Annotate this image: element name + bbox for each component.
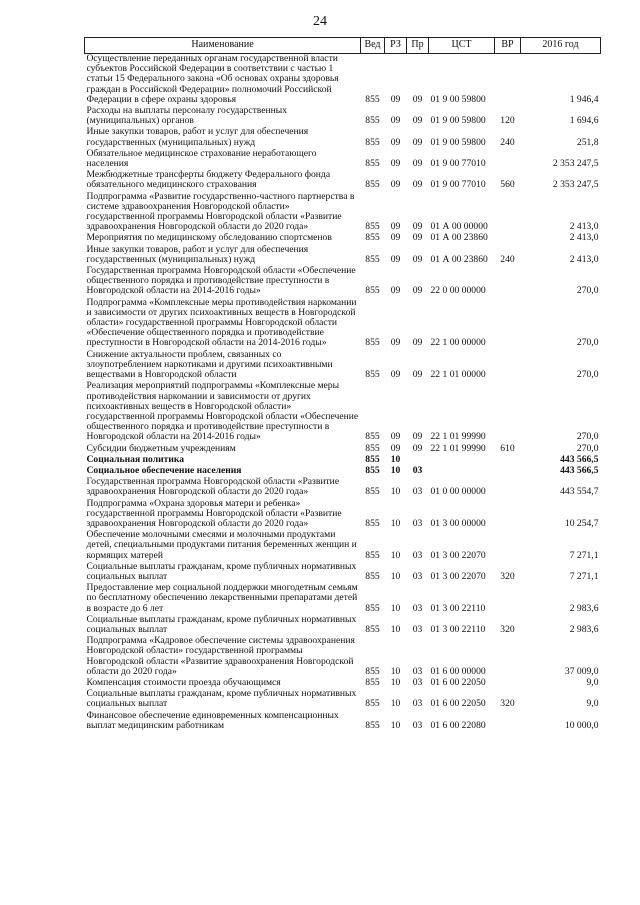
cell-pr: 03 xyxy=(412,464,423,476)
cell-ved: 855 xyxy=(365,136,380,148)
cell-ved: 855 xyxy=(365,285,380,297)
cell-pr: 03 xyxy=(412,570,423,582)
cell-rz: 09 xyxy=(390,337,401,349)
cell-name: Обязательное медицинское страхование неработающего населения xyxy=(86,147,317,170)
header-rz: РЗ xyxy=(385,38,407,54)
cell-vr xyxy=(495,233,521,244)
cell-sum: 9,0 xyxy=(586,676,599,688)
cell-name: Государственная программа Новгородской области «Развитие здравоохранения Новгородской области до 2020 года» xyxy=(86,476,340,498)
table-row xyxy=(85,499,601,531)
cell-cst: 01 9 00 59800 xyxy=(430,115,486,127)
cell-name: Реализация мероприятий подпрограммы «Комплексные меры противодействия наркомании и зависимости от других психоактивных веществ в Новгородской области» государственной программы Новгородской области «Обеспечение общественного порядка и противодействие преступности в Новгородской области на 2014-2016 годы» xyxy=(86,380,359,443)
cell-name: Социальная политика xyxy=(86,453,185,465)
cell-sum: 10 254,7 xyxy=(564,517,599,529)
cell-cst: 01 3 00 22070 xyxy=(430,549,486,561)
cell-vr: 320 xyxy=(500,698,515,710)
cell-name: Социальные выплаты гражданам, кроме публичных нормативных социальных выплат xyxy=(86,560,357,582)
cell-pr: 03 xyxy=(412,549,423,561)
cell-name: Подпрограмма «Развитие государственно-частного партнерства в системе здравоохранения Новгородской области» государственной программы Новгородской области «Развитие здравоохранения Новгородской области до 2020 года» xyxy=(86,190,355,233)
cell-sum: 2 413,0 xyxy=(569,221,599,233)
cell-cst xyxy=(429,455,495,466)
cell-name: Иные закупки товаров, работ и услуг для обеспечения государственных (муниципальных) нужд xyxy=(86,243,309,265)
cell-sum: 7 271,1 xyxy=(569,549,599,561)
cell-name: Иные закупки товаров, работ и услуг для обеспечения государственных (муниципальных) нужд xyxy=(86,126,309,148)
cell-name: Осуществление переданных органам государственной власти субъектов Российской Федерации в соответствии с частью 1 статьи 15 Федерального закона «Об основах охраны здоровья граждан в Российской Федерации» полномочий Российской Федерации в сфере охраны здоровья xyxy=(86,53,339,105)
cell-rz: 09 xyxy=(390,431,401,443)
table-row xyxy=(85,583,601,615)
cell-name: Социальные выплаты гражданам, кроме публичных нормативных социальных выплат xyxy=(86,688,357,710)
cell-pr: 03 xyxy=(412,676,423,688)
cell-rz: 10 xyxy=(390,623,401,635)
cell-ved: 855 xyxy=(365,464,380,476)
table-header xyxy=(85,38,601,54)
cell-vr xyxy=(495,149,521,170)
cell-ved: 855 xyxy=(365,221,380,233)
header-sum: 2016 год xyxy=(521,38,601,54)
cell-pr: 03 xyxy=(412,486,423,498)
cell-cst xyxy=(429,466,495,477)
cell-cst: 01 А 00 23860 xyxy=(430,253,488,265)
cell-name: Мероприятия по медицинскому обследованию спортсменов xyxy=(86,232,332,244)
cell-sum: 9,0 xyxy=(586,698,599,710)
cell-sum: 1 694,6 xyxy=(569,115,599,127)
cell-rz: 09 xyxy=(390,221,401,233)
cell-name: Межбюджетные трансферты бюджету Федерального фонда обязательного медицинского страхования xyxy=(86,169,331,191)
cell-rz: 10 xyxy=(390,517,401,529)
cell-ved: 855 xyxy=(365,602,380,614)
header-ved: Вед xyxy=(361,38,385,54)
cell-pr: 09 xyxy=(412,136,423,148)
table-row xyxy=(85,350,601,382)
cell-vr xyxy=(495,711,521,732)
cell-cst: 01 0 00 00000 xyxy=(430,486,486,498)
cell-name: Снижение актуальности проблем, связанных со злоупотреблением наркотиками и другими психоактивными веществами в Новгородской области xyxy=(86,348,333,381)
table-row xyxy=(85,477,601,498)
cell-vr xyxy=(495,350,521,382)
cell-name: Социальные выплаты гражданам, кроме публичных нормативных социальных выплат xyxy=(86,613,357,635)
cell-cst: 01 9 00 59800 xyxy=(430,93,486,105)
cell-pr: 03 xyxy=(412,719,423,731)
cell-rz: 10 xyxy=(390,549,401,561)
cell-cst: 01 3 00 00000 xyxy=(430,517,486,529)
cell-vr xyxy=(495,455,521,466)
cell-vr xyxy=(495,466,521,477)
cell-ved: 855 xyxy=(365,253,380,265)
header-pr: Пр xyxy=(407,38,429,54)
cell-name: Подпрограмма «Комплексные меры противодействия наркомании и зависимости от других психоактивных веществ в Новгородской области» государственной программы Новгородской области «Обеспечение общественного порядка и противодействие преступности в Новгородской области на 2014-2016 годы» xyxy=(86,296,357,349)
cell-sum: 37 009,0 xyxy=(564,665,599,677)
cell-cst: 01 9 00 77010 xyxy=(430,158,486,170)
cell-vr xyxy=(495,298,521,350)
table-row xyxy=(85,127,601,148)
cell-sum: 2 353 247,5 xyxy=(552,179,599,191)
cell-ved: 855 xyxy=(365,719,380,731)
cell-ved: 855 xyxy=(365,158,380,170)
cell-rz: 10 xyxy=(390,486,401,498)
cell-sum: 7 271,1 xyxy=(569,570,599,582)
cell-ved: 855 xyxy=(365,698,380,710)
cell-cst: 01 9 00 59800 xyxy=(430,136,486,148)
cell-ved: 855 xyxy=(365,232,380,244)
cell-vr xyxy=(495,499,521,531)
cell-vr xyxy=(495,477,521,498)
cell-vr xyxy=(495,530,521,562)
cell-rz: 09 xyxy=(390,93,401,105)
table-row xyxy=(85,636,601,678)
cell-pr: 03 xyxy=(412,698,423,710)
cell-ved: 855 xyxy=(365,93,380,105)
cell-vr: 560 xyxy=(500,179,515,191)
cell-rz: 10 xyxy=(390,453,401,465)
cell-cst: 22 1 01 99990 xyxy=(430,442,486,454)
cell-cst: 01 6 00 22050 xyxy=(430,698,486,710)
cell-rz: 09 xyxy=(390,179,401,191)
table-row xyxy=(85,266,601,298)
cell-sum: 10 000,0 xyxy=(564,719,599,731)
table-row xyxy=(85,689,601,710)
cell-sum: 1 946,4 xyxy=(569,93,599,105)
cell-sum: 270,0 xyxy=(576,285,599,297)
cell-ved: 855 xyxy=(365,676,380,688)
cell-name: Обеспечение молочными смесями и молочными продуктами детей, специальными продуктами питания беременных женщин и кормящих матерей xyxy=(86,529,357,561)
cell-cst: 22 0 00 00000 xyxy=(430,285,486,297)
cell-vr: 120 xyxy=(500,115,515,127)
cell-cst: 22 1 01 00000 xyxy=(430,369,486,381)
cell-sum: 270,0 xyxy=(576,431,599,443)
cell-ved: 855 xyxy=(365,453,380,465)
cell-sum: 2 413,0 xyxy=(569,253,599,265)
cell-cst: 01 3 00 22070 xyxy=(430,570,486,582)
cell-rz: 09 xyxy=(390,115,401,127)
cell-ved: 855 xyxy=(365,517,380,529)
cell-pr: 03 xyxy=(412,623,423,635)
cell-pr: 03 xyxy=(412,602,423,614)
cell-cst: 01 9 00 77010 xyxy=(430,179,486,191)
cell-sum: 2 413,0 xyxy=(569,232,599,244)
cell-vr: 320 xyxy=(500,570,515,582)
table-row xyxy=(85,562,601,583)
cell-sum: 443 566,5 xyxy=(560,464,599,476)
page-number: 24 xyxy=(313,14,327,29)
cell-cst: 01 3 00 22110 xyxy=(430,623,486,635)
table-row xyxy=(85,233,601,244)
cell-vr xyxy=(495,381,521,443)
cell-pr: 09 xyxy=(412,253,423,265)
header-cst: ЦСТ xyxy=(429,38,495,54)
cell-sum: 443 554,7 xyxy=(560,486,599,498)
table-row xyxy=(85,530,601,562)
table-row xyxy=(85,149,601,170)
cell-cst: 01 А 00 00000 xyxy=(430,221,488,233)
table-row xyxy=(85,615,601,636)
cell-sum: 443 566,5 xyxy=(560,453,599,465)
cell-pr: 09 xyxy=(412,369,423,381)
cell-vr: 320 xyxy=(500,623,515,635)
cell-ved: 855 xyxy=(365,369,380,381)
table-row xyxy=(85,170,601,191)
table-row xyxy=(85,245,601,266)
cell-sum: 251,8 xyxy=(576,136,599,148)
cell-sum: 2 353 247,5 xyxy=(552,158,599,170)
cell-name: Подпрограмма «Охрана здоровья матери и ребенка» государственной программы Новгородской области «Развитие здравоохранения Новгородской области до 2020 года» xyxy=(86,497,342,529)
cell-vr xyxy=(495,192,521,234)
cell-name: Социальное обеспечение населения xyxy=(86,464,242,476)
cell-cst: 01 6 00 22080 xyxy=(430,719,486,731)
cell-vr xyxy=(495,678,521,689)
cell-vr xyxy=(495,54,521,107)
header-name: Наименование xyxy=(85,38,361,54)
cell-pr: 09 xyxy=(412,179,423,191)
cell-ved: 855 xyxy=(365,179,380,191)
cell-cst: 22 1 00 00000 xyxy=(430,337,486,349)
cell-rz: 10 xyxy=(390,665,401,677)
cell-rz: 10 xyxy=(390,464,401,476)
cell-sum: 270,0 xyxy=(576,369,599,381)
cell-cst: 01 А 00 23860 xyxy=(430,232,488,244)
cell-pr: 09 xyxy=(412,232,423,244)
cell-ved: 855 xyxy=(365,486,380,498)
cell-rz: 09 xyxy=(390,369,401,381)
cell-ved: 855 xyxy=(365,337,380,349)
cell-cst: 01 6 00 00000 xyxy=(430,665,486,677)
cell-pr: 09 xyxy=(412,442,423,454)
cell-vr: 240 xyxy=(500,136,515,148)
cell-sum: 2 983,6 xyxy=(569,602,599,614)
cell-pr: 09 xyxy=(412,93,423,105)
cell-pr: 09 xyxy=(412,285,423,297)
cell-vr xyxy=(495,266,521,298)
cell-pr: 09 xyxy=(412,221,423,233)
table-row xyxy=(85,711,601,732)
cell-pr: 09 xyxy=(412,158,423,170)
cell-name: Расходы на выплаты персоналу государственных (муниципальных) органов xyxy=(86,105,288,127)
cell-name: Государственная программа Новгородской области «Обеспечение общественного порядка и противодействие преступности в Новгородской области на 2014-2016 годы» xyxy=(86,265,356,297)
cell-rz: 09 xyxy=(390,253,401,265)
table-row xyxy=(85,54,601,107)
cell-sum: 270,0 xyxy=(576,337,599,349)
cell-ved: 855 xyxy=(365,665,380,677)
cell-rz: 09 xyxy=(390,136,401,148)
cell-name: Подпрограмма «Кадровое обеспечение системы здравоохранения Новгородской области» государственной программы Новгородской области «Развитие здравоохранения Новгородской области до 2020 года» xyxy=(86,635,355,677)
cell-vr xyxy=(495,636,521,678)
cell-ved: 855 xyxy=(365,115,380,127)
cell-pr: 09 xyxy=(412,115,423,127)
cell-vr: 240 xyxy=(500,253,515,265)
cell-sum: 2 983,6 xyxy=(569,623,599,635)
cell-cst: 22 1 01 99990 xyxy=(430,431,486,443)
cell-vr xyxy=(495,583,521,615)
table-row xyxy=(85,106,601,127)
cell-rz: 09 xyxy=(390,285,401,297)
budget-table xyxy=(84,37,601,732)
cell-ved: 855 xyxy=(365,442,380,454)
table-row xyxy=(85,381,601,443)
table-row xyxy=(85,298,601,350)
cell-pr: 03 xyxy=(412,665,423,677)
cell-cst: 01 3 00 22110 xyxy=(430,602,486,614)
cell-pr: 09 xyxy=(412,337,423,349)
cell-rz: 10 xyxy=(390,719,401,731)
cell-pr: 03 xyxy=(412,517,423,529)
cell-rz: 10 xyxy=(390,570,401,582)
cell-rz: 10 xyxy=(390,676,401,688)
cell-rz: 10 xyxy=(390,698,401,710)
cell-pr: 09 xyxy=(412,431,423,443)
cell-name: Компенсация стоимости проезда обучающимся xyxy=(86,676,281,688)
cell-ved: 855 xyxy=(365,549,380,561)
cell-cst: 01 6 00 22050 xyxy=(430,676,486,688)
cell-ved: 855 xyxy=(365,623,380,635)
cell-name: Финансовое обеспечение единовременных компенсационных выплат медицинским работникам xyxy=(86,709,339,731)
cell-rz: 10 xyxy=(390,602,401,614)
cell-name: Предоставление мер социальной поддержки многодетным семьям по бесплатному обеспечению лекарственными препаратами детей в возрасте до 6 лет xyxy=(86,582,358,614)
cell-sum: 270,0 xyxy=(576,442,599,454)
cell-rz: 09 xyxy=(390,158,401,170)
header-vr: ВР xyxy=(495,38,521,54)
table-body xyxy=(85,54,601,733)
cell-ved: 855 xyxy=(365,570,380,582)
cell-ved: 855 xyxy=(365,431,380,443)
cell-rz: 09 xyxy=(390,442,401,454)
cell-vr: 610 xyxy=(500,442,515,454)
table-row xyxy=(85,192,601,234)
cell-rz: 09 xyxy=(390,232,401,244)
cell-name: Субсидии бюджетным учреждениям xyxy=(86,442,236,454)
